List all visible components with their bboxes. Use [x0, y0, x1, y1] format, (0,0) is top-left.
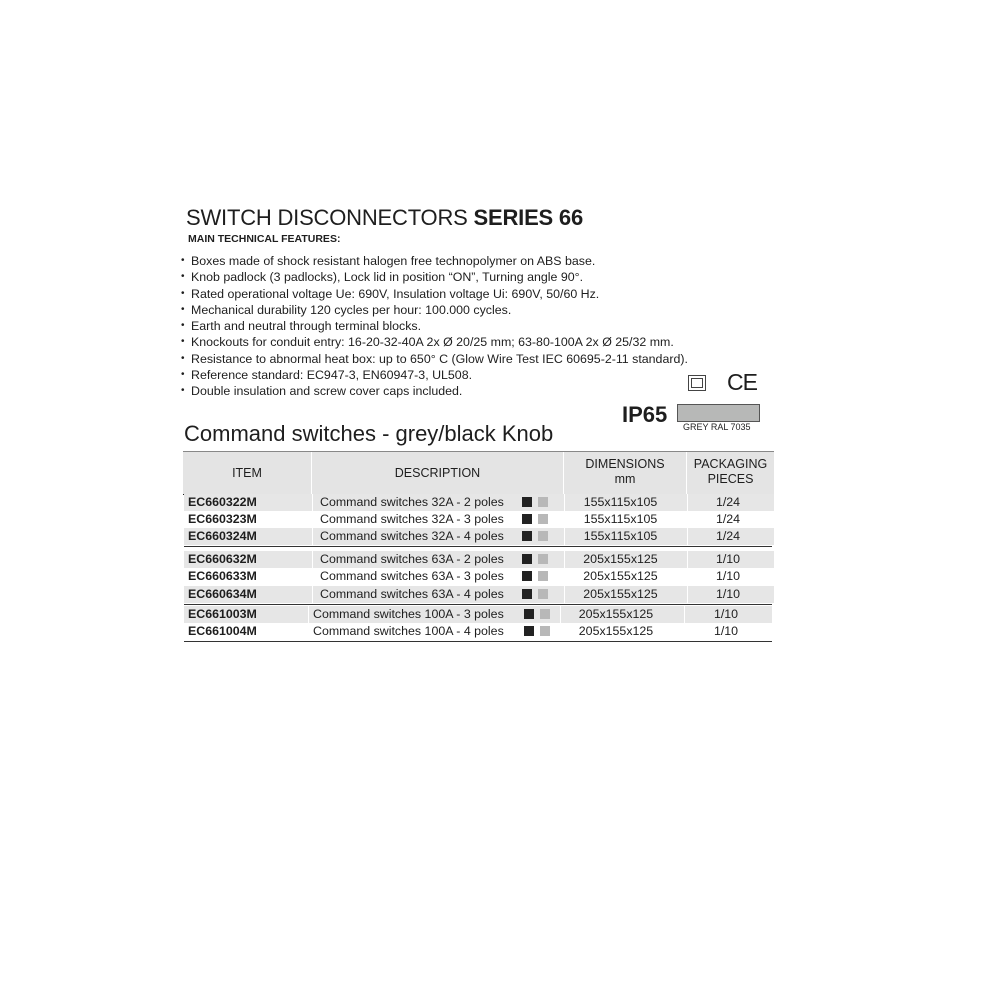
- bullet-icon: •: [181, 336, 185, 348]
- bullet-icon: •: [181, 255, 185, 266]
- bullet-icon: •: [181, 352, 185, 364]
- bullet-icon: •: [181, 385, 185, 396]
- black-knob-swatch: [522, 571, 532, 581]
- feature-text: Mechanical durability 120 cycles per hour: 100.000 cycles.: [191, 302, 512, 317]
- header-item: ITEM: [232, 466, 262, 480]
- table-row: [184, 606, 772, 623]
- row-dimensions: 205x155x125: [583, 569, 658, 583]
- double-square-inner: [691, 378, 703, 388]
- black-knob-swatch: [522, 514, 532, 524]
- section-title: Command switches - grey/black Knob: [184, 421, 554, 446]
- table-header: [183, 451, 774, 495]
- colour-label: GREY RAL 7035: [683, 422, 751, 432]
- ce-mark-icon: CE: [727, 369, 757, 395]
- table-row: [184, 623, 772, 640]
- column-divider: [312, 494, 313, 511]
- row-packaging: 1/10: [715, 587, 741, 601]
- row-description: Command switches 100A - 3 poles: [313, 607, 504, 621]
- feature-item: [180, 318, 688, 334]
- row-dimensions: 205x155x125: [578, 607, 654, 621]
- row-item-code: EC661004M: [188, 624, 257, 638]
- feature-item: [180, 367, 688, 383]
- row-item-code: EC660633M: [188, 569, 257, 583]
- feature-text: Knockouts for conduit entry: 16-20-32-40A 2x Ø 20/25 mm; 63-80-100A 2x Ø 25/32 mm.: [191, 335, 674, 350]
- grey-knob-swatch: [540, 609, 550, 619]
- row-description: Command switches 32A - 4 poles: [320, 529, 504, 543]
- table-row: [184, 511, 774, 528]
- column-divider: [312, 586, 313, 603]
- row-description: Command switches 63A - 3 poles: [320, 569, 504, 583]
- table-row: [184, 568, 774, 585]
- header-dimensions: [564, 452, 686, 494]
- grey-knob-swatch: [538, 514, 548, 524]
- feature-text: Rated operational voltage Ue: 690V, Insulation voltage Ui: 690V, 50/60 Hz.: [191, 286, 600, 301]
- row-dimensions: 205x155x125: [578, 624, 654, 638]
- grey-knob-swatch: [538, 554, 548, 564]
- bullet-icon: •: [181, 320, 185, 331]
- table-row: [184, 528, 774, 545]
- features-subtitle: MAIN TECHNICAL FEATURES:: [188, 233, 341, 245]
- row-item-code: EC660322M: [188, 495, 257, 509]
- bullet-icon: •: [181, 303, 185, 315]
- title-bold: SERIES 66: [473, 205, 583, 230]
- group-divider: [184, 546, 772, 547]
- header-dimensions-line1: DIMENSIONS: [585, 457, 665, 471]
- feature-item: [180, 286, 688, 302]
- title-regular: SWITCH DISCONNECTORS: [186, 205, 474, 230]
- feature-text: Double insulation and screw cover caps included.: [191, 384, 463, 398]
- bullet-icon: •: [181, 271, 185, 283]
- grey-knob-swatch: [538, 531, 548, 541]
- colour-swatch: [677, 404, 760, 422]
- row-description: Command switches 63A - 4 poles: [320, 587, 504, 601]
- row-item-code: EC660324M: [188, 529, 257, 543]
- column-divider: [312, 551, 313, 568]
- feature-text: Earth and neutral through terminal blocks.: [191, 319, 422, 333]
- feature-text: Resistance to abnormal heat box: up to 650° C (Glow Wire Test IEC 60695-2-11 standard).: [191, 351, 688, 366]
- page-title: [186, 205, 583, 231]
- bullet-icon: •: [181, 287, 185, 299]
- features-list: [180, 253, 688, 399]
- table-row: [184, 586, 774, 603]
- row-packaging: 1/10: [713, 624, 739, 638]
- bullet-icon: •: [181, 368, 185, 380]
- feature-item: [180, 253, 688, 269]
- row-packaging: 1/24: [715, 529, 741, 543]
- row-packaging: 1/24: [715, 512, 741, 526]
- table-row: [184, 551, 774, 568]
- header-packaging-line2: PIECES: [707, 472, 754, 486]
- header-description: DESCRIPTION: [394, 466, 481, 480]
- feature-item: [180, 334, 688, 350]
- feature-text: Boxes made of shock resistant halogen free technopolymer on ABS base.: [191, 254, 596, 268]
- feature-item: [180, 269, 688, 285]
- column-divider: [308, 606, 309, 623]
- black-knob-swatch: [524, 609, 534, 619]
- row-description: Command switches 63A - 2 poles: [320, 552, 504, 566]
- row-dimensions: 205x155x125: [583, 552, 658, 566]
- feature-text: Reference standard: EC947-3, EN60947-3, UL508.: [191, 367, 473, 382]
- black-knob-swatch: [522, 497, 532, 507]
- grey-knob-swatch: [538, 571, 548, 581]
- feature-text: Knob padlock (3 padlocks), Lock lid in position “ON”, Turning angle 90°.: [191, 270, 584, 285]
- row-description: Command switches 32A - 3 poles: [320, 512, 504, 526]
- row-description: Command switches 100A - 4 poles: [313, 624, 504, 638]
- row-packaging: 1/24: [715, 495, 741, 509]
- header-dimensions-line2: mm: [614, 472, 636, 486]
- row-description: Command switches 32A - 2 poles: [320, 495, 504, 509]
- row-item-code: EC660632M: [188, 552, 257, 566]
- table-row: [184, 494, 774, 511]
- grey-knob-swatch: [538, 589, 548, 599]
- feature-item: [180, 351, 688, 367]
- table-bottom-rule: [184, 641, 772, 642]
- feature-item: [180, 302, 688, 318]
- grey-knob-swatch: [540, 626, 550, 636]
- grey-knob-swatch: [538, 497, 548, 507]
- row-dimensions: 155x115x105: [583, 495, 658, 509]
- row-item-code: EC660634M: [188, 587, 257, 601]
- row-item-code: EC661003M: [188, 607, 257, 621]
- row-dimensions: 205x155x125: [583, 587, 658, 601]
- row-dimensions: 155x115x105: [583, 512, 658, 526]
- double-square-icon: [688, 375, 706, 391]
- row-dimensions: 155x115x105: [583, 529, 658, 543]
- header-packaging-line1: PACKAGING: [693, 457, 768, 471]
- black-knob-swatch: [524, 626, 534, 636]
- ip-rating: IP65: [622, 402, 668, 427]
- feature-item: [180, 383, 688, 399]
- row-item-code: EC660323M: [188, 512, 257, 526]
- row-packaging: 1/10: [715, 569, 741, 583]
- black-knob-swatch: [522, 589, 532, 599]
- row-packaging: 1/10: [713, 607, 739, 621]
- column-divider: [312, 528, 313, 545]
- black-knob-swatch: [522, 531, 532, 541]
- header-packaging: [687, 452, 774, 494]
- group-divider: [184, 604, 772, 605]
- black-knob-swatch: [522, 554, 532, 564]
- row-packaging: 1/10: [715, 552, 741, 566]
